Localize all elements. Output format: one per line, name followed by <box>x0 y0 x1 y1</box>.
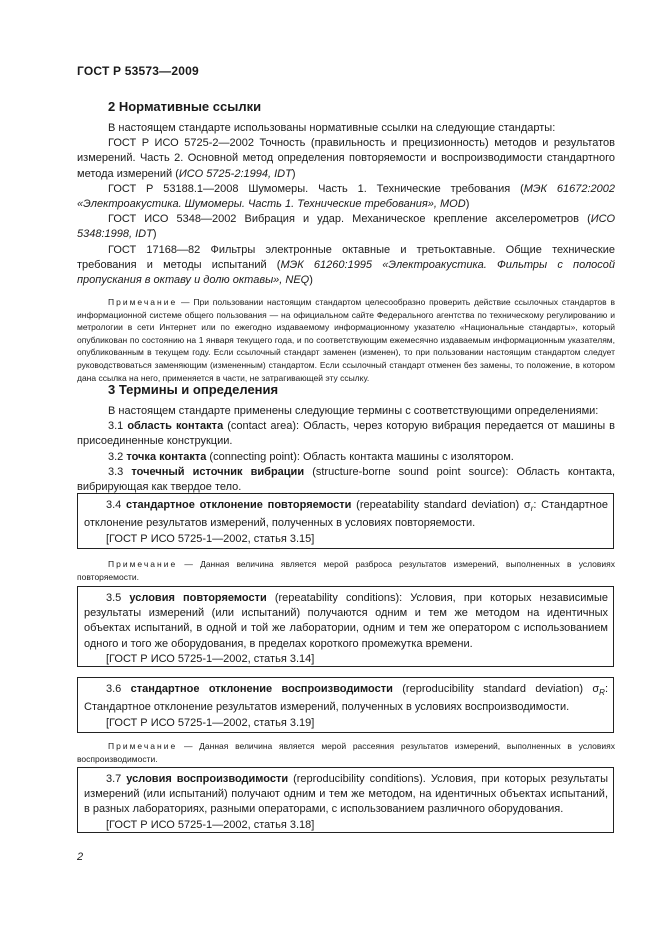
section-2-body <box>77 121 615 288</box>
section-2-note: Примечание — При пользовании настоящим стандартом целесообразно проверить действие ссылочных стандартов в информационной системе общего пользования — на официальном сайте Федерального агентства по техническому регулированию и метрологии в сети Интернет или по ежегодно издаваемому информационному указателю «Национальные стандарты», который опубликован по состоянию на 1 января текущего года, и по соответствующим ежемесячно издаваемым информационным указателям, опубликованным в текущем году. Если ссылочный стандарт заменен (изменен), то при пользовании настоящим стандартом следует руководствоваться заменяющим (измененным) стандартом. Если ссылочный стандарт отменен без замены, то положение, в котором дана ссылка на него, применяется в части, не затрагивающей эту ссылку. <box>77 297 615 383</box>
reference-item: ГОСТ 17168—82 Фильтры электронные октавные и третьоктавные. Общие технические требования и методы испытаний (МЭК 61260:1995 «Электроакустика. Фильтры с полосой пропускания в октаву и долю октавы», NEQ) <box>77 243 615 287</box>
term-3-7-reference: [ГОСТ Р ИСО 5725-1—2002, статья 3.18] <box>106 818 315 831</box>
term-3-7: 3.7 условия воспроизводимости (reproducibility conditions). Условия, при которых результаты измерений (или испытаний) получают одним и тем же методом, на идентичных объектах испытаний, в разных лабораториях, разными операторами, с использованием различного оборудования. <box>84 773 608 816</box>
reference-item: ГОСТ ИСО 5348—2002 Вибрация и удар. Механическое крепление акселерометров (ИСО 5348:1998, IDT) <box>77 213 615 241</box>
section-3-intro: В настоящем стандарте применены следующие термины с соответствующими определениями: <box>108 405 599 417</box>
term-3-4-box <box>77 493 614 549</box>
term-3-5-box <box>77 586 614 667</box>
term-3-6-reference: [ГОСТ Р ИСО 5725-1—2002, статья 3.19] <box>106 716 315 729</box>
term-3-2: 3.2 точка контакта (connecting point): Область контакта машины с изолятором. <box>108 450 514 463</box>
term-3-5: 3.5 условия повторяемости (repeatability conditions): Условия, при которых независимые результаты измерений (или испытаний) получаются одним и тем же методом на идентичных объектах испытаний, в одной и той же лаборатории, одним и тем же оператором с использованием одного и того же оборудования, в пределах короткого промежутка времени. <box>84 592 608 650</box>
term-3-6: 3.6 стандартное отклонение воспроизводимости (reproducibility standard deviation) $\sigma_R$: Стандартное отклонение результатов измерений, полученных в условиях воспроизводимости. <box>84 683 608 714</box>
document-header: ГОСТ Р 53573—2009 <box>77 64 199 78</box>
term-3-7-box <box>77 767 614 833</box>
term-3-4-reference: [ГОСТ Р ИСО 5725-1—2002, статья 3.15] <box>106 532 315 545</box>
term-3-4-note: Примечание — Данная величина является мерой разброса результатов измерений, выполненных в условиях повторяемости. <box>77 559 615 582</box>
section-3-body <box>77 404 615 495</box>
page-number: 2 <box>77 851 84 863</box>
section-2-title: 2 Нормативные ссылки <box>108 99 262 114</box>
term-3-3: 3.3 точечный источник вибрации (structure-borne sound point source): Область контакта, вибрирующая как твердое тело. <box>77 465 615 494</box>
reference-item: ГОСТ Р ИСО 5725-2—2002 Точность (правильность и прецизионность) методов и результатов измерений. Часть 2. Основной метод определения повторяемости и воспроизводимости стандартного метода измерений (ИСО 5725-2:1994, IDT) <box>77 137 615 180</box>
section-2-intro: В настоящем стандарте использованы нормативные ссылки на следующие стандарты: <box>108 122 556 134</box>
term-3-5-reference: [ГОСТ Р ИСО 5725-1—2002, статья 3.14] <box>106 652 315 665</box>
term-3-6-box <box>77 677 614 733</box>
section-3-title: 3 Термины и определения <box>108 382 279 397</box>
term-3-6-note: Примечание — Данная величина является мерой рассеяния результатов измерений, выполненных в условиях воспроизводимости. <box>77 741 615 764</box>
reference-item: ГОСТ Р 53188.1—2008 Шумомеры. Часть 1. Технические требования (МЭК 61672:2002 «Электроакустика. Шумомеры. Часть 1. Технические требования», MOD) <box>77 182 615 211</box>
term-3-4: 3.4 стандартное отклонение повторяемости (repeatability standard deviation) $\sigma_r$: Стандартное отклонение результатов измерений, полученных в условиях повторяемости. <box>84 499 608 530</box>
term-3-1: 3.1 область контакта (contact area): Область, через которую вибрация передается от машины в присоединенные конструкции. <box>77 420 615 448</box>
